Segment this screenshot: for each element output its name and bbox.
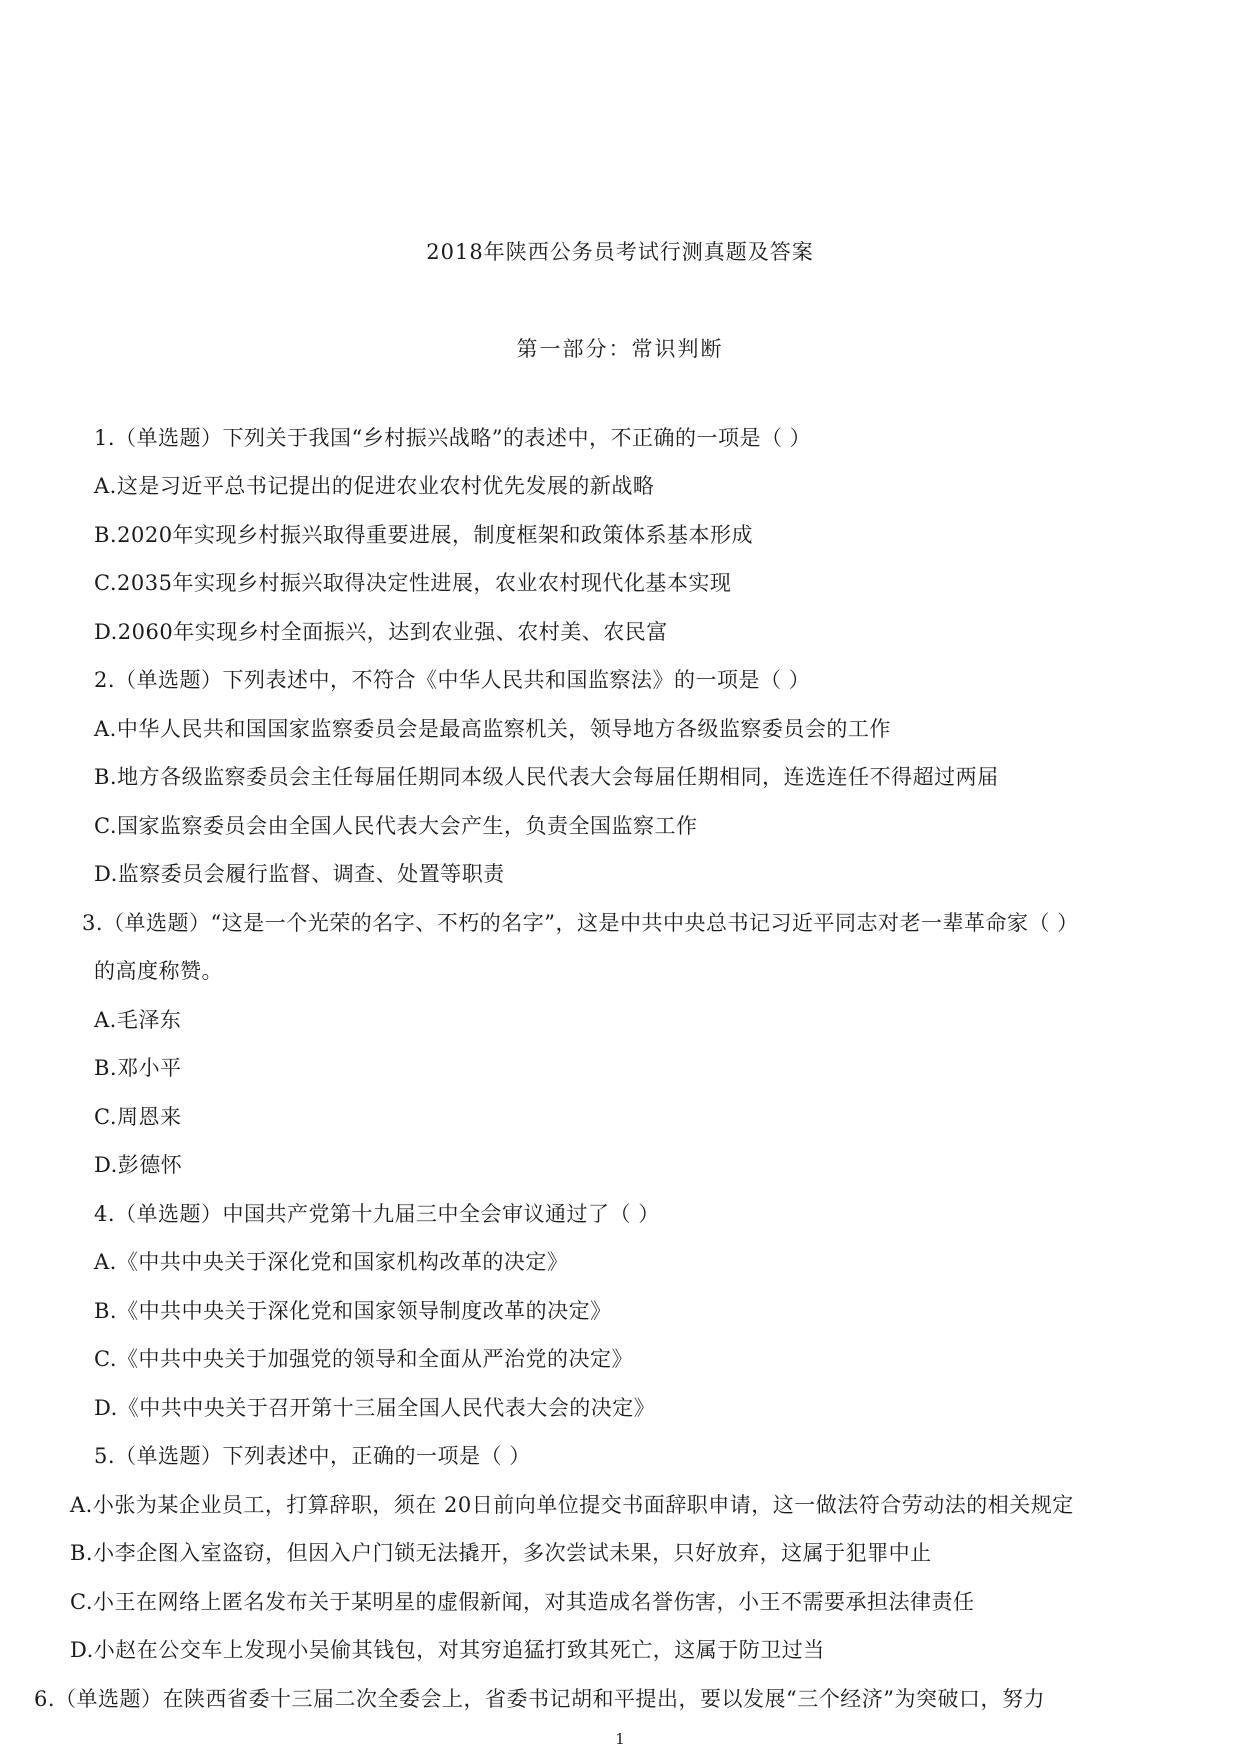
question-6-stem: 6.（单选题）在陕西省委十三届二次全委会上，省委书记胡和平提出，要以发展“三个经济”为突破口，努力: [34, 1687, 1046, 1711]
question-3-stem-continued: 的高度称赞。: [94, 959, 223, 983]
question-2-option-a: A.中华人民共和国国家监察委员会是最高监察机关，领导地方各级监察委员会的工作: [94, 717, 891, 741]
question-2-option-b: B.地方各级监察委员会主任每届任期同本级人民代表大会每届任期相同，连选连任不得超过两届: [94, 765, 999, 789]
question-3-option-d: D.彭德怀: [94, 1153, 183, 1177]
question-5-option-c: C.小王在网络上匿名发布关于某明星的虚假新闻，对其造成名誉伤害，小王不需要承担法律责任: [70, 1590, 975, 1614]
question-1-stem: 1.（单选题）下列关于我国“乡村振兴战略”的表述中，不正确的一项是（ ）: [94, 426, 812, 450]
question-4-option-a: A.《中共中央关于深化党和国家机构改革的决定》: [94, 1250, 569, 1274]
question-4-option-c: C.《中共中央关于加强党的领导和全面从严治党的决定》: [94, 1347, 633, 1371]
section-heading: 第一部分：常识判断: [516, 337, 724, 361]
question-1-option-b: B.2020年实现乡村振兴取得重要进展，制度框架和政策体系基本形成: [94, 523, 754, 547]
question-3-option-c: C.周恩来: [94, 1105, 182, 1129]
question-3-option-a: A.毛泽东: [94, 1008, 182, 1032]
question-2-stem: 2.（单选题）下列表述中，不符合《中华人民共和国监察法》的一项是（ ）: [94, 668, 811, 692]
question-1-option-a: A.这是习近平总书记提出的促进农业农村优先发展的新战略: [94, 474, 655, 498]
document-title: 2018年陕西公务员考试行测真题及答案: [426, 240, 814, 264]
question-5-option-a: A.小张为某企业员工，打算辞职，须在 20日前向单位提交书面辞职申请，这一做法符合劳动法的相关规定: [70, 1493, 1074, 1517]
question-4-stem: 4.（单选题）中国共产党第十九届三中全会审议通过了（ ）: [94, 1202, 660, 1226]
page-number: 1: [615, 1730, 625, 1748]
question-5-option-b: B.小李企图入室盗窃，但因入户门锁无法撬开，多次尝试未果，只好放弃，这属于犯罪中止: [70, 1541, 932, 1565]
question-2-option-d: D.监察委员会履行监督、调查、处置等职责: [94, 862, 505, 886]
question-4-option-b: B.《中共中央关于深化党和国家领导制度改革的决定》: [94, 1299, 612, 1323]
question-1-option-c: C.2035年实现乡村振兴取得决定性进展，农业农村现代化基本实现: [94, 571, 732, 595]
question-1-option-d: D.2060年实现乡村全面振兴，达到农业强、农村美、农民富: [94, 620, 668, 644]
question-3-stem: 3.（单选题）“这是一个光荣的名字、不朽的名字”，这是中共中央总书记习近平同志对老一辈革命家（ ）: [82, 911, 1079, 935]
question-2-option-c: C.国家监察委员会由全国人民代表大会产生，负责全国监察工作: [94, 814, 698, 838]
question-5-stem: 5.（单选题）下列表述中，正确的一项是（ ）: [94, 1444, 531, 1468]
question-3-option-b: B.邓小平: [94, 1056, 182, 1080]
question-5-option-d: D.小赵在公交车上发现小吴偷其钱包，对其穷追猛打致其死亡，这属于防卫过当: [70, 1638, 825, 1662]
question-4-option-d: D.《中共中央关于召开第十三届全国人民代表大会的决定》: [94, 1396, 656, 1420]
